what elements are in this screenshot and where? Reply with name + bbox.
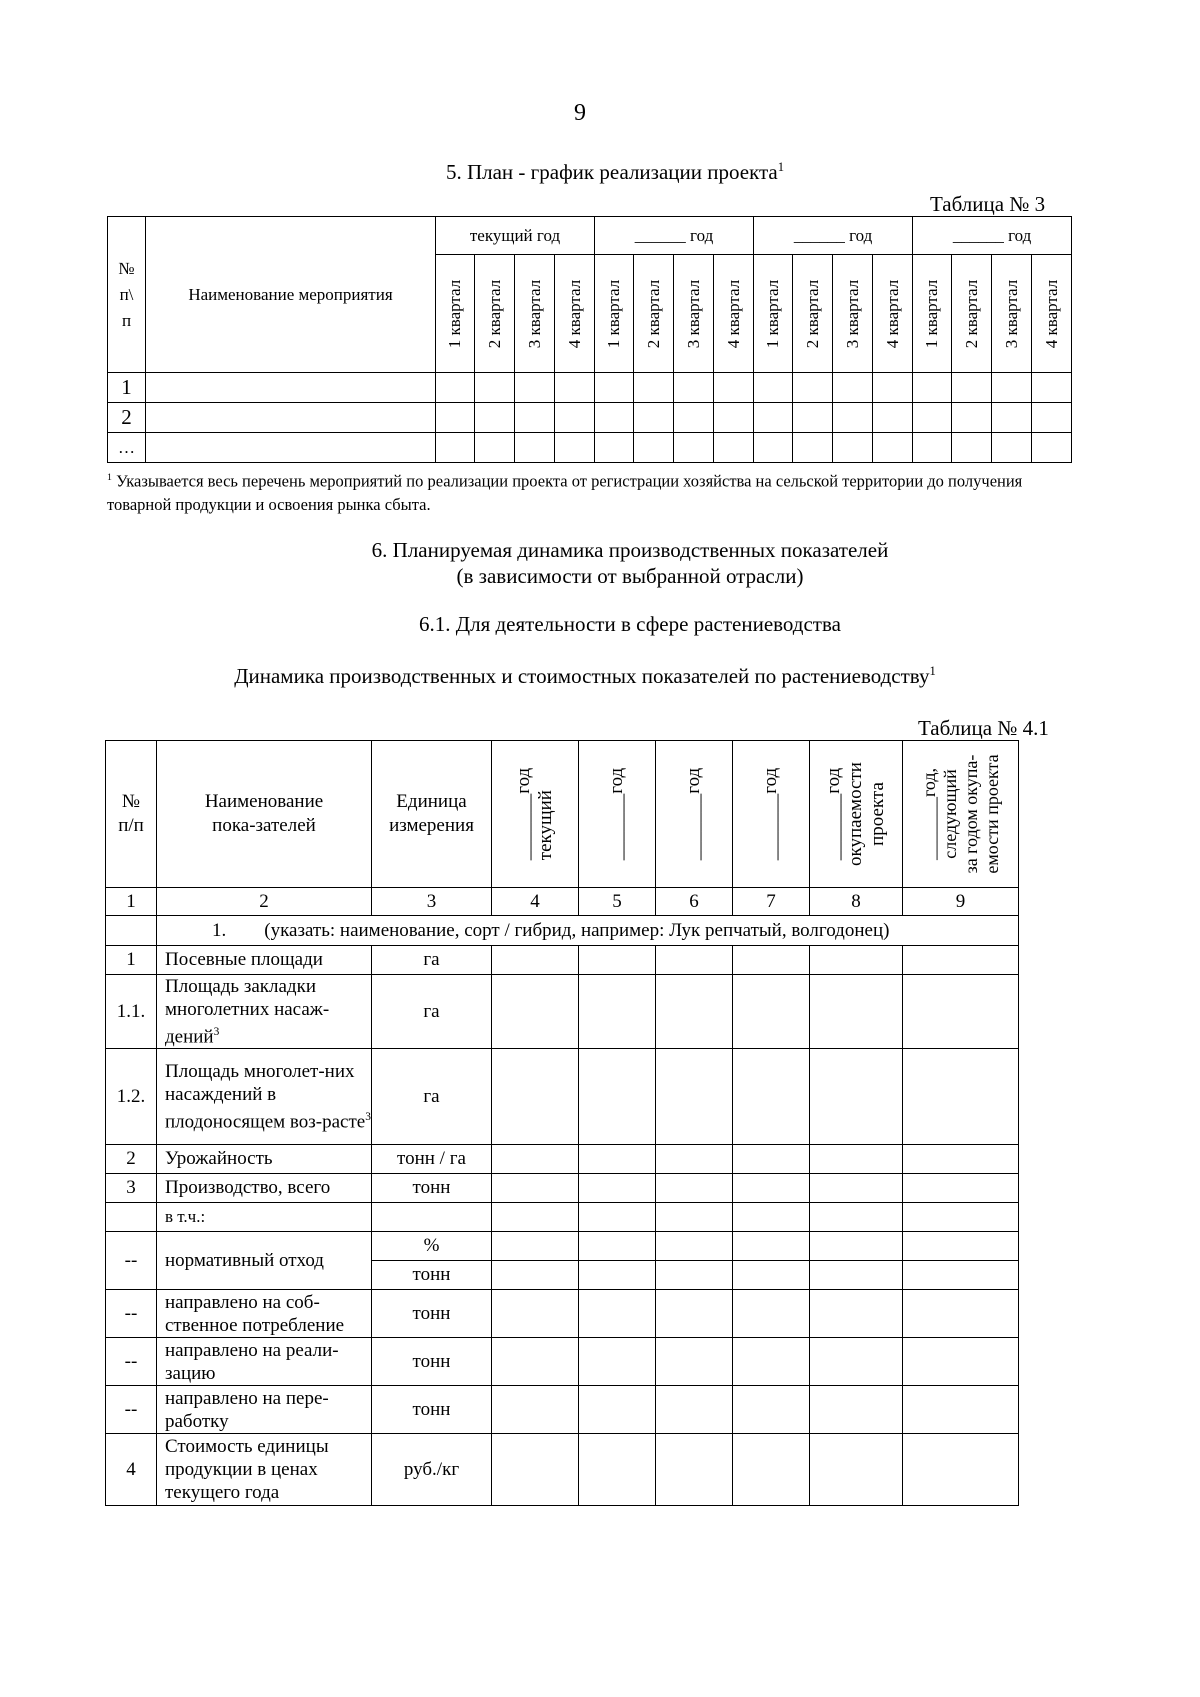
table3-row-num: 2	[108, 403, 146, 433]
table41-header-name: Наименование пока-зателей	[157, 741, 372, 888]
row-name: Площадь многолет-них насаждений в плодоносящем воз-расте$^3$	[157, 1049, 372, 1145]
table41-crop-row	[106, 916, 1019, 946]
table3-footnote	[107, 466, 1072, 516]
table-4-1	[105, 740, 1019, 1506]
row-num: 1.2.	[106, 1049, 157, 1145]
row-unit: руб./кг	[372, 1434, 492, 1506]
row-unit: га	[372, 975, 492, 1049]
table-row	[106, 1049, 1019, 1145]
row-unit: тонн	[372, 1290, 492, 1338]
table-row	[106, 1174, 1019, 1203]
table3-quarter: 1 квартал	[913, 255, 952, 373]
table-row	[108, 373, 1072, 403]
table41-header-col4: _______год текущий	[492, 741, 579, 888]
table41-col-number: 1	[106, 888, 157, 916]
table3-year-current: текущий год	[436, 217, 595, 255]
row-name: в т.ч.:	[157, 1203, 372, 1232]
row-unit	[372, 1203, 492, 1232]
table41-label: Таблица № 4.1	[918, 716, 1049, 740]
table3-quarter: 4 квартал	[714, 255, 754, 373]
table41-header-col9: _______год, следующий за годом окупа- емости проекта	[903, 741, 1019, 888]
section6-heading-line2: (в зависимости от выбранной отрасли)	[456, 564, 804, 588]
table41-col-number: 4	[492, 888, 579, 916]
row-unit: тонн	[372, 1386, 492, 1434]
table-row	[108, 433, 1072, 463]
row-name: Стоимость единицы продукции в ценах текущего года	[157, 1434, 372, 1506]
table-row	[106, 1290, 1019, 1338]
row-name: Площадь закладки многолетних насаж-дений$^3$	[157, 975, 372, 1049]
row-unit: тонн	[372, 1338, 492, 1386]
table41-col-number: 6	[656, 888, 733, 916]
table41-crop-label: 1. (указать: наименование, сорт / гибрид, например: Лук репчатый, волгодонец)	[157, 916, 1019, 946]
section5-heading-text: 5. План - график реализации проекта	[445, 160, 778, 184]
section6-heading-line1: 6. Планируемая динамика производственных показателей	[371, 538, 889, 562]
table41-col-number: 3	[372, 888, 492, 916]
table3-quarter: 3 квартал	[674, 255, 714, 373]
table41-number-row	[106, 888, 1019, 916]
row-num: --	[106, 1338, 157, 1386]
footnote-sup: 1	[107, 472, 112, 483]
table41-col-number: 5	[579, 888, 656, 916]
row-num: --	[106, 1290, 157, 1338]
table-row	[108, 403, 1072, 433]
table3-quarter: 3 квартал	[515, 255, 555, 373]
table3-quarter: 2 квартал	[793, 255, 833, 373]
table3-quarter: 2 квартал	[475, 255, 515, 373]
table3-quarter: 2 квартал	[952, 255, 992, 373]
row-name: направлено на реали-зацию	[157, 1338, 372, 1386]
row-unit: га	[372, 946, 492, 975]
table-row	[106, 975, 1019, 1049]
table3-header-num: № п\ п	[108, 217, 146, 373]
row-num: --	[106, 1386, 157, 1434]
table3-quarter: 3 квартал	[833, 255, 873, 373]
table41-col-number: 8	[810, 888, 903, 916]
row-unit: %	[372, 1232, 492, 1261]
table3-year-4: ______ год	[913, 217, 1072, 255]
table41-col-number: 7	[733, 888, 810, 916]
table-row	[106, 946, 1019, 975]
table-row	[106, 1386, 1019, 1434]
row-num: 1.1.	[106, 975, 157, 1049]
table-3	[107, 216, 1072, 463]
table41-header-col7: _______год	[733, 741, 810, 888]
table41-title-text: Динамика производственных и стоимостных показателей по растениеводству	[234, 664, 930, 688]
row-num: 4	[106, 1434, 157, 1506]
table3-row-num: …	[108, 433, 146, 463]
table3-quarter: 4 квартал	[873, 255, 913, 373]
table3-year-3: ______ год	[754, 217, 913, 255]
table-row	[106, 1232, 1019, 1261]
table3-quarter: 3 квартал	[992, 255, 1032, 373]
table3-quarter: 4 квартал	[555, 255, 595, 373]
section5-heading-sup: 1	[777, 160, 785, 174]
row-name: Производство, всего	[157, 1174, 372, 1203]
footnote-text: Указывается весь перечень мероприятий по реализации проекта от регистрации хозяйства на сельской территории до получения товарной продукции и освоения рынка сбыта.	[107, 471, 1023, 514]
section6-subheading: 6.1. Для деятельности в сфере растениеводства	[419, 612, 841, 636]
row-num: --	[106, 1232, 157, 1290]
table3-quarter: 1 квартал	[754, 255, 793, 373]
row-num: 3	[106, 1174, 157, 1203]
table3-year-2: ______ год	[595, 217, 754, 255]
table-row	[106, 1145, 1019, 1174]
table3-label: Таблица № 3	[930, 192, 1046, 216]
row-unit: га	[372, 1049, 492, 1145]
row-name: направлено на соб-ственное потребление	[157, 1290, 372, 1338]
table3-header-name: Наименование мероприятия	[146, 217, 436, 373]
row-name: Посевные площади	[157, 946, 372, 975]
table41-col-number: 9	[903, 888, 1019, 916]
table41-title-sup: 1	[929, 664, 936, 678]
row-unit: тонн	[372, 1261, 492, 1290]
table41-header-unit: Единица измерения	[372, 741, 492, 888]
page-number: 9	[574, 100, 586, 126]
table41-col-number: 2	[157, 888, 372, 916]
row-name: направлено на пере-работку	[157, 1386, 372, 1434]
row-num	[106, 1203, 157, 1232]
row-unit: тонн	[372, 1174, 492, 1203]
row-num: 2	[106, 1145, 157, 1174]
row-unit: тонн / га	[372, 1145, 492, 1174]
section5-heading	[0, 160, 1200, 185]
table3-quarter: 1 квартал	[595, 255, 634, 373]
table-row	[106, 1203, 1019, 1232]
table-row	[106, 1338, 1019, 1386]
table3-quarter: 1 квартал	[436, 255, 475, 373]
table3-row-num: 1	[108, 373, 146, 403]
table-row	[106, 1434, 1019, 1506]
table3-quarter: 2 квартал	[634, 255, 674, 373]
table41-header-col6: _______год	[656, 741, 733, 888]
row-num: 1	[106, 946, 157, 975]
table3-quarter: 4 квартал	[1032, 255, 1072, 373]
row-name: нормативный отход	[157, 1232, 372, 1290]
table41-header-col5: _______год	[579, 741, 656, 888]
row-name: Урожайность	[157, 1145, 372, 1174]
table41-title	[0, 664, 1170, 689]
section6-heading	[0, 537, 1200, 589]
table41-header-col8: _______год окупаемости проекта	[810, 741, 903, 888]
table41-header-num: № п/п	[106, 741, 157, 888]
